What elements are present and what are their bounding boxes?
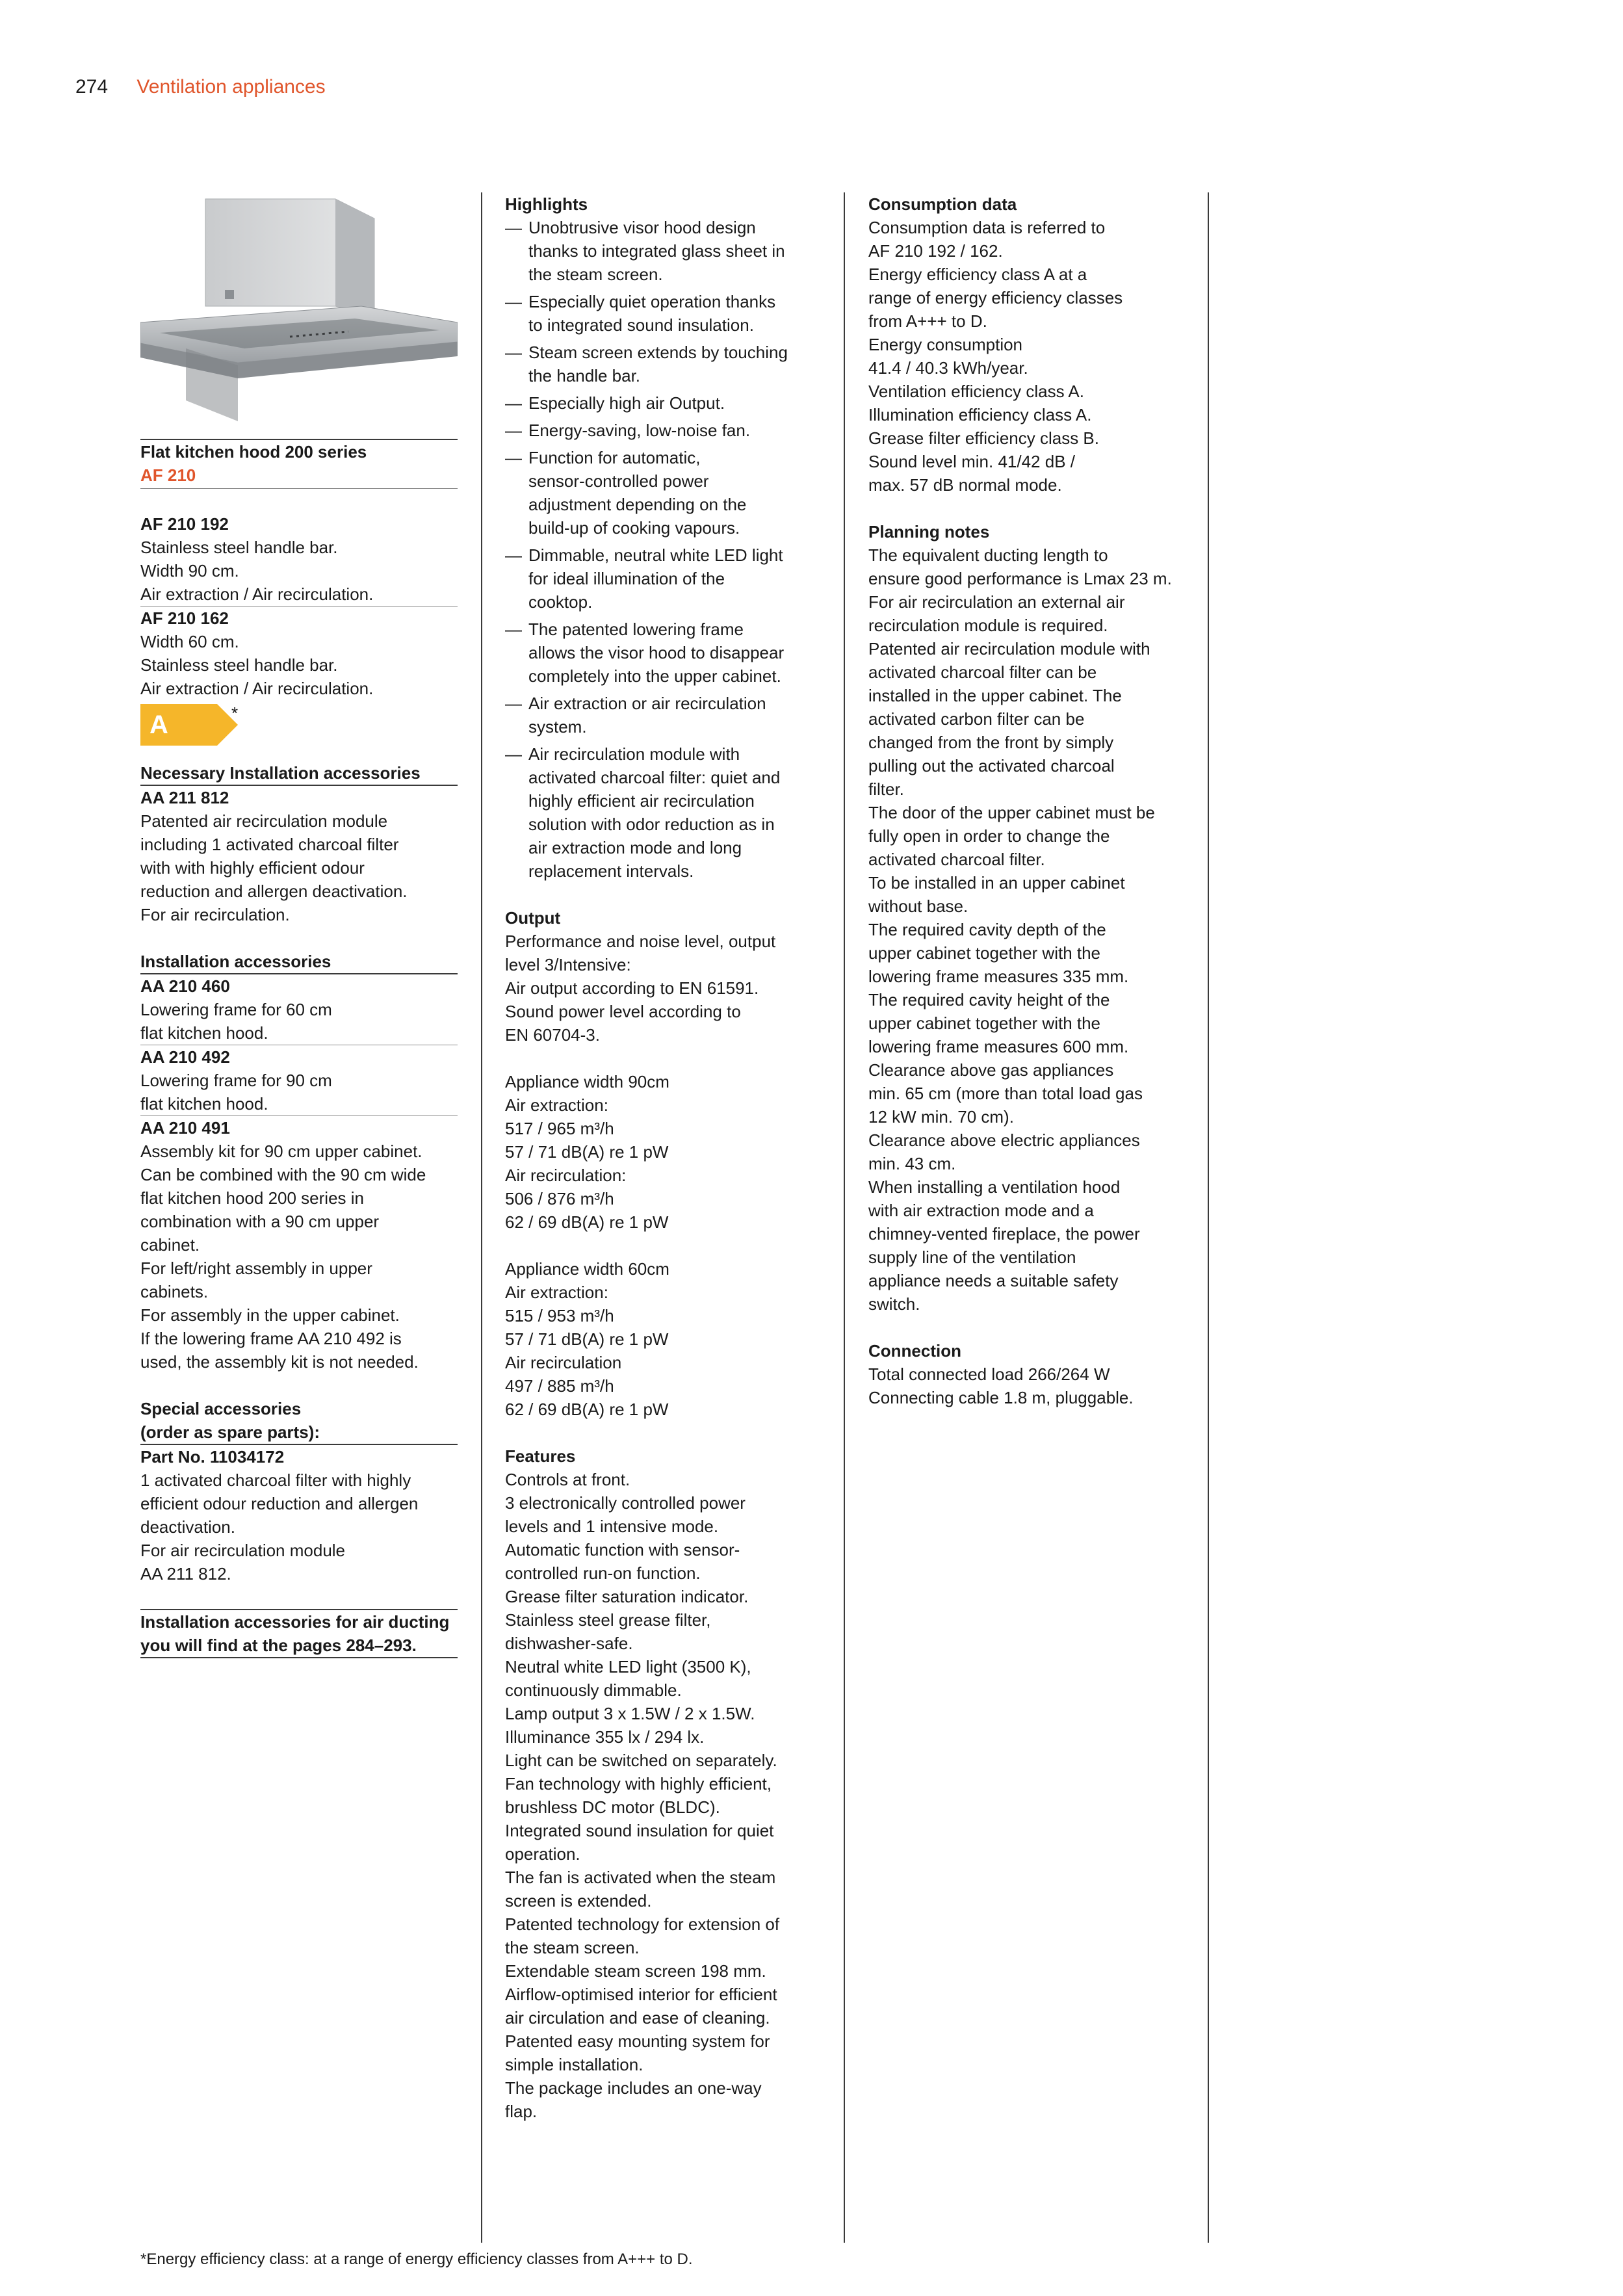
accessory-line: Lowering frame for 90 cm xyxy=(140,1071,332,1090)
feature-line: Light can be switched on separately. xyxy=(505,1751,777,1770)
feature-line: Automatic function with sensor- xyxy=(505,1540,740,1559)
connection-heading: Connection xyxy=(868,1341,961,1361)
list-item xyxy=(505,341,820,387)
accessory-line: with with highly efficient odour xyxy=(140,858,365,878)
energy-class: A xyxy=(149,711,168,739)
variant-line: Air extraction / Air recirculation. xyxy=(140,584,374,604)
planning-line: Patented air recirculation module with xyxy=(868,639,1150,659)
series-title: Flat kitchen hood 200 series xyxy=(140,442,367,462)
item-text: Steam screen extends by touching xyxy=(528,343,788,362)
consumption-line: Ventilation efficiency class A. xyxy=(868,382,1084,401)
feature-line: Lamp output 3 x 1.5W / 2 x 1.5W. xyxy=(505,1704,755,1723)
list-item xyxy=(505,742,820,883)
accessory-line: cabinet. xyxy=(140,1235,200,1255)
planning-line: Clearance above gas appliances xyxy=(868,1060,1114,1080)
accessory-line: For air recirculation module xyxy=(140,1541,346,1560)
accessory-code: AA 210 460 xyxy=(140,976,230,996)
consumption-line: Illumination efficiency class A. xyxy=(868,405,1092,424)
planning-line: The required cavity height of the xyxy=(868,990,1110,1010)
output-line: Air extraction: xyxy=(505,1283,608,1302)
variant-line: Stainless steel handle bar. xyxy=(140,538,338,557)
variant-line: Air extraction / Air recirculation. xyxy=(140,679,374,698)
planning-line: 12 kW min. 70 cm). xyxy=(868,1107,1014,1127)
ducting-note: Installation accessories for air ducting xyxy=(140,1612,450,1632)
accessory-line: For air recirculation. xyxy=(140,905,290,924)
variant-line: Width 60 cm. xyxy=(140,632,239,651)
hood-product-image xyxy=(140,192,458,421)
output-line: level 3/Intensive: xyxy=(505,955,631,974)
item-text: Air extraction or air recirculation xyxy=(528,694,766,713)
planning-line: installed in the upper cabinet. The xyxy=(868,686,1122,705)
planning-line: Clearance above electric appliances xyxy=(868,1130,1140,1150)
feature-line: The fan is activated when the steam xyxy=(505,1868,776,1887)
ducting-note: you will find at the pages 284–293. xyxy=(140,1636,417,1655)
planning-line: The door of the upper cabinet must be xyxy=(868,803,1155,822)
planning-line: filter. xyxy=(868,779,904,799)
feature-line: simple installation. xyxy=(505,2055,643,2074)
planning-line: The equivalent ducting length to xyxy=(868,545,1108,565)
item-text: Especially quiet operation thanks xyxy=(528,292,776,311)
feature-line: Illuminance 355 lx / 294 lx. xyxy=(505,1727,705,1747)
installation-accessories-heading: Installation accessories xyxy=(140,952,331,971)
output-line: Air recirculation: xyxy=(505,1166,627,1185)
accessory-line: flat kitchen hood. xyxy=(140,1094,268,1114)
consumption-line: Energy consumption xyxy=(868,335,1023,354)
feature-line: 3 electronically controlled power xyxy=(505,1493,746,1513)
planning-line: fully open in order to change the xyxy=(868,826,1110,846)
special-accessories-subheading: (order as spare parts): xyxy=(140,1422,320,1442)
output-line: Appliance width 60cm xyxy=(505,1259,669,1279)
section-title: Ventilation appliances xyxy=(136,76,326,98)
item-text: Energy-saving, low-noise fan. xyxy=(528,421,751,440)
feature-line: Integrated sound insulation for quiet xyxy=(505,1821,774,1840)
highlights-heading: Highlights xyxy=(505,194,588,214)
planning-line: recirculation module is required. xyxy=(868,616,1108,635)
item-text: air extraction mode and long xyxy=(528,838,742,857)
output-line: 497 / 885 m³/h xyxy=(505,1376,614,1396)
item-text: activated charcoal filter: quiet and xyxy=(528,768,781,787)
output-line: 515 / 953 m³/h xyxy=(505,1306,614,1325)
technical-column xyxy=(868,192,1193,1409)
output-line: Air output according to EN 61591. xyxy=(505,978,759,998)
accessory-line: If the lowering frame AA 210 492 is xyxy=(140,1329,402,1348)
consumption-line: Sound level min. 41/42 dB / xyxy=(868,452,1075,471)
variant-code: AF 210 162 xyxy=(140,608,229,628)
variant-code: AF 210 192 xyxy=(140,514,229,534)
item-text: Air recirculation module with xyxy=(528,744,740,764)
output-line: Performance and noise level, output xyxy=(505,932,776,951)
feature-line: continuously dimmable. xyxy=(505,1680,682,1700)
accessory-code: AA 210 491 xyxy=(140,1118,230,1138)
energy-label xyxy=(140,704,458,750)
planning-line: The required cavity depth of the xyxy=(868,920,1106,939)
list-item xyxy=(505,290,820,337)
accessory-line: used, the assembly kit is not needed. xyxy=(140,1352,419,1372)
necessary-accessories-heading: Necessary Installation accessories xyxy=(140,763,421,783)
feature-line: dishwasher-safe. xyxy=(505,1634,633,1653)
accessory-line: AA 211 812. xyxy=(140,1564,231,1584)
list-item xyxy=(505,216,820,286)
column-divider xyxy=(1208,192,1209,2243)
output-line: 57 / 71 dB(A) re 1 pW xyxy=(505,1142,669,1162)
page-number: 274 xyxy=(75,76,109,98)
item-text: Unobtrusive visor hood design xyxy=(528,218,756,237)
list-item xyxy=(505,391,820,415)
feature-line: air circulation and ease of cleaning. xyxy=(505,2008,770,2028)
accessory-line: flat kitchen hood. xyxy=(140,1023,268,1043)
item-text: for ideal illumination of the xyxy=(528,569,725,588)
accessory-line: including 1 activated charcoal filter xyxy=(140,835,399,854)
planning-line: pulling out the activated charcoal xyxy=(868,756,1115,776)
planning-line: with air extraction mode and a xyxy=(868,1201,1094,1220)
list-item xyxy=(505,618,820,688)
planning-line: upper cabinet together with the xyxy=(868,1013,1101,1033)
accessory-line: Lowering frame for 60 cm xyxy=(140,1000,332,1019)
output-line: 62 / 69 dB(A) re 1 pW xyxy=(505,1400,669,1419)
feature-line: The package includes an one-way xyxy=(505,2078,762,2098)
planning-line: chimney-vented fireplace, the power xyxy=(868,1224,1140,1244)
planning-line: min. 65 cm (more than total load gas xyxy=(868,1084,1143,1103)
consumption-line: max. 57 dB normal mode. xyxy=(868,475,1062,495)
list-item xyxy=(505,419,820,442)
item-text: Dimmable, neutral white LED light xyxy=(528,545,783,565)
feature-line: Extendable steam screen 198 mm. xyxy=(505,1961,766,1981)
feature-line: screen is extended. xyxy=(505,1891,652,1911)
output-line: 506 / 876 m³/h xyxy=(505,1189,614,1208)
output-line: EN 60704-3. xyxy=(505,1025,600,1045)
feature-line: Fan technology with highly efficient, xyxy=(505,1774,772,1794)
item-text: allows the visor hood to disappear xyxy=(528,643,785,662)
accessory-code: AA 211 812 xyxy=(140,788,229,807)
accessory-line: 1 activated charcoal filter with highly xyxy=(140,1470,411,1490)
consumption-line: Energy efficiency class A at a xyxy=(868,265,1087,284)
output-line: Air recirculation xyxy=(505,1353,622,1372)
accessory-line: reduction and allergen deactivation. xyxy=(140,881,408,901)
output-line: 517 / 965 m³/h xyxy=(505,1119,614,1138)
item-text: the steam screen. xyxy=(528,265,663,284)
planning-line: appliance needs a suitable safety xyxy=(868,1271,1119,1290)
item-text: highly efficient air recirculation xyxy=(528,791,755,811)
planning-line: changed from the front by simply xyxy=(868,733,1114,752)
output-line: 57 / 71 dB(A) re 1 pW xyxy=(505,1329,669,1349)
consumption-heading: Consumption data xyxy=(868,194,1017,214)
feature-line: Airflow-optimised interior for efficient xyxy=(505,1985,777,2004)
feature-line: Grease filter saturation indicator. xyxy=(505,1587,749,1606)
item-text: solution with odor reduction as in xyxy=(528,815,775,834)
consumption-line: Grease filter efficiency class B. xyxy=(868,428,1099,448)
consumption-line: AF 210 192 / 162. xyxy=(868,241,1003,261)
accessory-line: Can be combined with the 90 cm wide xyxy=(140,1165,426,1184)
item-text: system. xyxy=(528,717,587,737)
feature-line: Stainless steel grease filter, xyxy=(505,1610,711,1630)
list-item xyxy=(505,543,820,614)
consumption-line: Consumption data is referred to xyxy=(868,218,1106,237)
accessory-line: deactivation. xyxy=(140,1517,235,1537)
model-title: AF 210 xyxy=(140,465,196,485)
accessory-line: For left/right assembly in upper xyxy=(140,1259,372,1278)
item-text: Especially high air Output. xyxy=(528,393,725,413)
item-text: completely into the upper cabinet. xyxy=(528,666,781,686)
accessory-code: Part No. 11034172 xyxy=(140,1447,285,1467)
feature-line: controlled run-on function. xyxy=(505,1563,701,1583)
feature-line: levels and 1 intensive mode. xyxy=(505,1517,719,1536)
column-divider xyxy=(844,192,845,2243)
planning-heading: Planning notes xyxy=(868,522,990,541)
planning-line: supply line of the ventilation xyxy=(868,1247,1076,1267)
planning-line: When installing a ventilation hood xyxy=(868,1177,1121,1197)
feature-line: Controls at front. xyxy=(505,1470,630,1489)
feature-line: Patented technology for extension of xyxy=(505,1914,780,1934)
features-heading: Features xyxy=(505,1446,576,1466)
feature-line: the steam screen. xyxy=(505,1938,640,1957)
feature-line: Neutral white LED light (3500 K), xyxy=(505,1657,751,1676)
accessory-line: cabinets. xyxy=(140,1282,209,1301)
consumption-line: 41.4 / 40.3 kWh/year. xyxy=(868,358,1028,378)
accessory-line: Assembly kit for 90 cm upper cabinet. xyxy=(140,1141,422,1161)
output-heading: Output xyxy=(505,908,561,928)
consumption-line: range of energy efficiency classes xyxy=(868,288,1123,307)
item-text: adjustment depending on the xyxy=(528,495,747,514)
planning-line: To be installed in an upper cabinet xyxy=(868,873,1125,893)
accessory-line: efficient odour reduction and allergen xyxy=(140,1494,419,1513)
energy-asterisk: * xyxy=(231,703,239,723)
item-text: sensor-controlled power xyxy=(528,471,709,491)
output-line: 62 / 69 dB(A) re 1 pW xyxy=(505,1212,669,1232)
feature-line: operation. xyxy=(505,1844,580,1864)
feature-line: brushless DC motor (BLDC). xyxy=(505,1797,720,1817)
planning-line: activated charcoal filter. xyxy=(868,850,1045,869)
accessory-line: combination with a 90 cm upper xyxy=(140,1212,380,1231)
column-divider xyxy=(481,192,482,2243)
planning-line: lowering frame measures 600 mm. xyxy=(868,1037,1129,1056)
accessory-code: AA 210 492 xyxy=(140,1047,230,1067)
feature-line: flap. xyxy=(505,2102,538,2121)
variant-line: Width 90 cm. xyxy=(140,561,239,581)
planning-line: switch. xyxy=(868,1294,920,1314)
connection-line: Connecting cable 1.8 m, pluggable. xyxy=(868,1388,1134,1407)
item-text: replacement intervals. xyxy=(528,861,694,881)
item-text: the handle bar. xyxy=(528,366,641,385)
planning-line: activated charcoal filter can be xyxy=(868,662,1097,682)
list-item xyxy=(505,446,820,540)
item-text: to integrated sound insulation. xyxy=(528,315,754,335)
planning-line: lowering frame measures 335 mm. xyxy=(868,967,1129,986)
consumption-line: from A+++ to D. xyxy=(868,311,987,331)
planning-line: ensure good performance is Lmax 23 m. xyxy=(868,569,1172,588)
variant-line: Stainless steel handle bar. xyxy=(140,655,338,675)
planning-line: min. 43 cm. xyxy=(868,1154,956,1173)
output-line: Air extraction: xyxy=(505,1095,608,1115)
planning-line: without base. xyxy=(868,896,968,916)
highlights-column xyxy=(505,192,820,2123)
item-text: The patented lowering frame xyxy=(528,620,744,639)
page-header xyxy=(75,75,326,99)
connection-line: Total connected load 266/264 W xyxy=(868,1364,1110,1384)
planning-line: activated carbon filter can be xyxy=(868,709,1085,729)
planning-line: upper cabinet together with the xyxy=(868,943,1101,963)
item-text: Function for automatic, xyxy=(528,448,701,467)
special-accessories-heading: Special accessories xyxy=(140,1399,302,1418)
output-line: Appliance width 90cm xyxy=(505,1072,669,1091)
item-text: cooktop. xyxy=(528,592,593,612)
accessory-line: Patented air recirculation module xyxy=(140,811,388,831)
item-text: thanks to integrated glass sheet in xyxy=(528,241,785,261)
accessory-line: flat kitchen hood 200 series in xyxy=(140,1188,364,1208)
item-text: build-up of cooking vapours. xyxy=(528,518,740,538)
accessory-line: For assembly in the upper cabinet. xyxy=(140,1305,400,1325)
output-line: Sound power level according to xyxy=(505,1002,741,1021)
planning-line: For air recirculation an external air xyxy=(868,592,1125,612)
footnote: *Energy efficiency class: at a range of energy efficiency classes from A+++ to D. xyxy=(140,2250,693,2268)
highlights-list xyxy=(505,216,820,883)
product-column xyxy=(140,192,458,1658)
list-item xyxy=(505,692,820,738)
feature-line: Patented easy mounting system for xyxy=(505,2031,770,2051)
